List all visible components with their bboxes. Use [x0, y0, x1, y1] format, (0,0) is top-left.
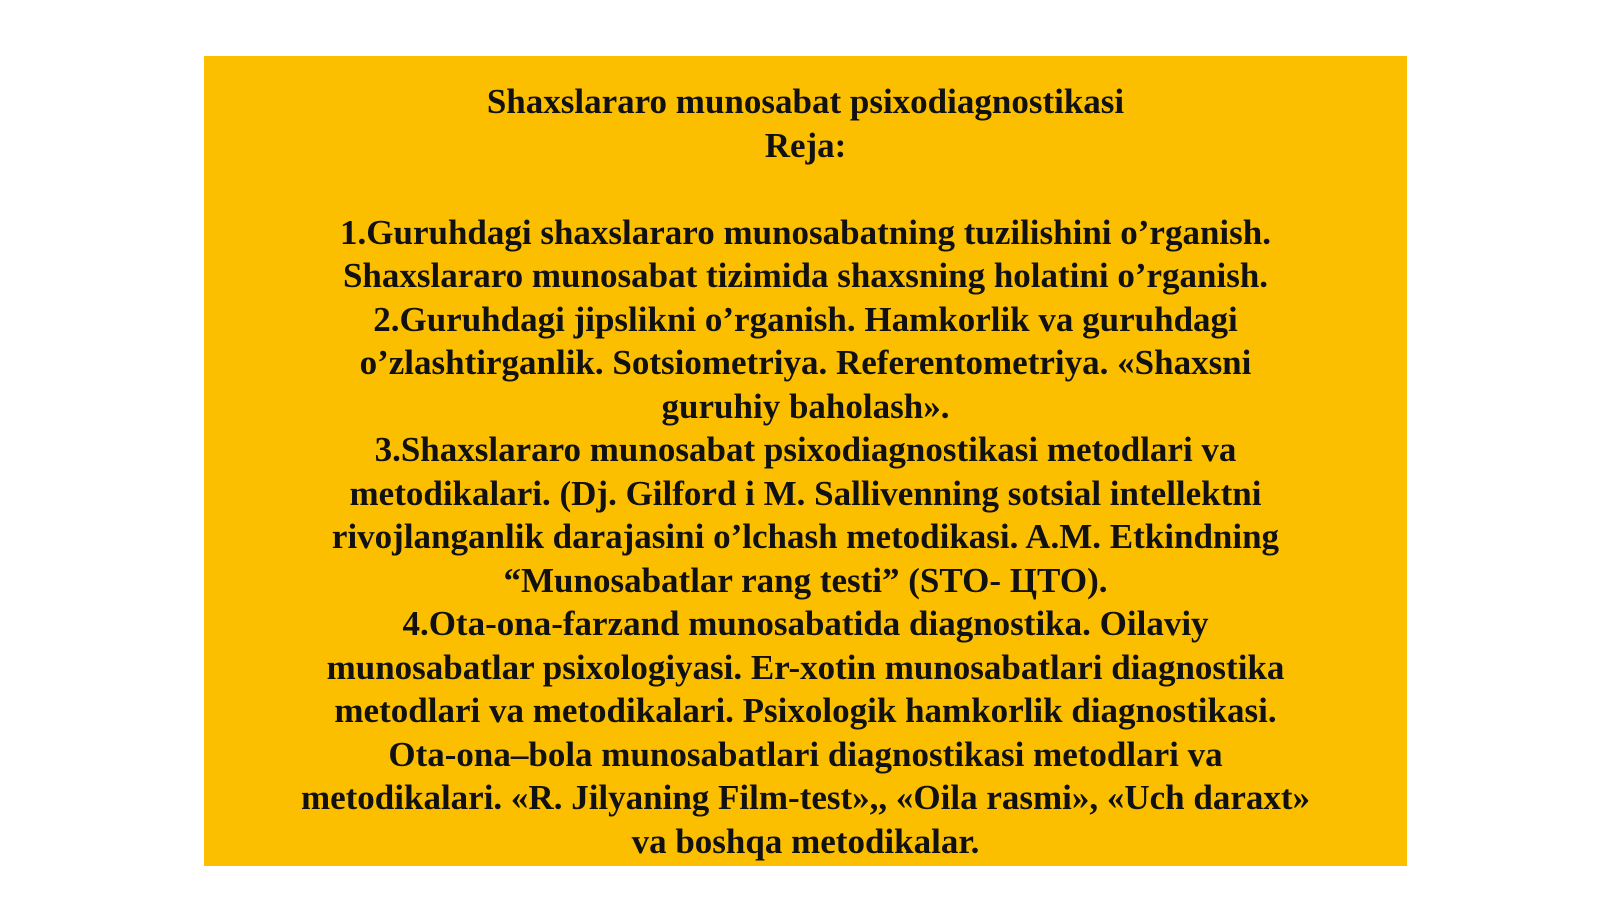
plan-line: rivojlanganlik darajasini o’lchash metodikasi. A.M. Etkindning [331, 517, 1280, 556]
plan-line: 1.Guruhdagi shaxslararo munosabatning tuzilishini o’rganish. [340, 212, 1271, 252]
plan-line: 4.Ota-ona-farzand munosabatida diagnostika. Oilaviy [402, 604, 1209, 643]
plan-line: Shaxslararo munosabat tizimida shaxsning holatini o’rganish. [342, 256, 1269, 295]
slide-title: Shaxslararo munosabat psixodiagnostikasi [486, 82, 1125, 121]
slide-subtitle: Reja: [764, 125, 847, 165]
plan-line: o’zlashtirganlik. Sotsiometriya. Referentometriya. «Shaxsni [359, 343, 1252, 382]
plan-line: guruhiy baholash». [661, 386, 950, 426]
plan-line: metodlari va metodikalari. Psixologik hamkorlik diagnostikasi. [334, 691, 1277, 730]
plan-line: 3.Shaxslararo munosabat psixodiagnostikasi metodlari va [374, 430, 1237, 469]
plan-line: metodikalari. «R. Jilyaning Film-test»,, «Oila rasmi», «Uch daraxt» [300, 778, 1311, 817]
blank-line [218, 167, 1393, 211]
slide-content-box [204, 56, 1407, 866]
plan-line: munosabatlar psixologiyasi. Er-xotin munosabatlari diagnostika [326, 647, 1285, 687]
plan-line: metodikalari. (Dj. Gilford i M. Sallivenning sotsial intellektni [349, 473, 1262, 513]
plan-line: va boshqa metodikalar. [631, 821, 980, 861]
plan-line: Ota-ona–bola munosabatlari diagnostikasi metodlari va [388, 734, 1223, 774]
plan-line: 2.Guruhdagi jipslikni o’rganish. Hamkorlik va guruhdagi [373, 299, 1238, 339]
plan-line: “Munosabatlar rang testi” (STO- ЦТО). [503, 560, 1108, 600]
